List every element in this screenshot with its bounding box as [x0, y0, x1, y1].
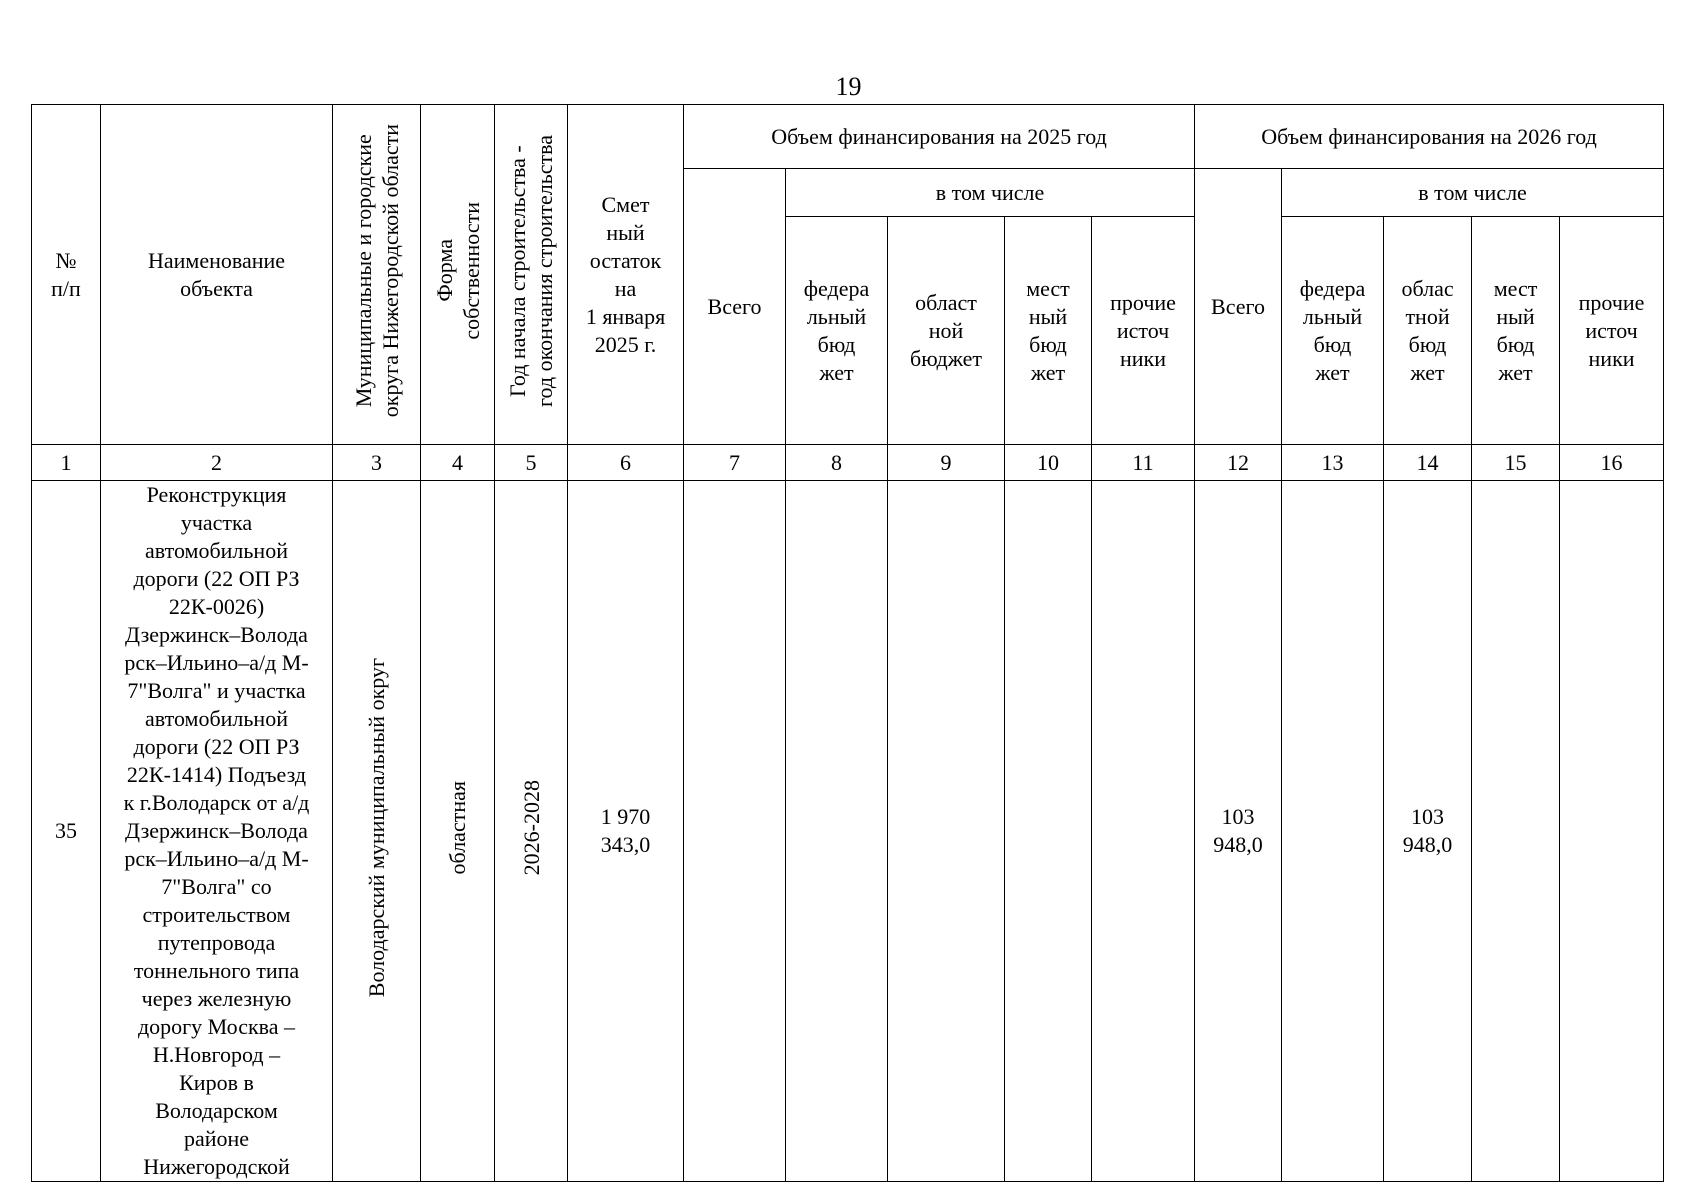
header-name: Наименование объекта: [101, 105, 333, 445]
column-number: 9: [888, 445, 1005, 481]
ownership-cell: [421, 481, 495, 1182]
federal-2025-value: [786, 481, 888, 1182]
header-years-cell: [495, 105, 568, 445]
row-number: 35: [32, 481, 101, 1182]
financing-table: [31, 104, 1664, 1182]
header-regional-2025: област ной бюджет: [888, 217, 1005, 445]
column-number: 14: [1384, 445, 1472, 481]
estimate-value: 1 970 343,0: [568, 481, 684, 1182]
table-row: [32, 481, 1664, 1182]
header-other-2026: прочие источ ники: [1560, 217, 1664, 445]
column-number: 7: [684, 445, 786, 481]
column-number: 10: [1005, 445, 1092, 481]
ownership-value: областная: [445, 780, 470, 875]
header-local-2026: мест ный бюд жет: [1472, 217, 1560, 445]
header-estimate: Смет ный остаток на 1 января 2025 г.: [568, 105, 684, 445]
column-number: 4: [421, 445, 495, 481]
header-municipality-cell: [333, 105, 421, 445]
local-2026-value: [1472, 481, 1560, 1182]
other-2026-value: [1560, 481, 1664, 1182]
header-years: Год начала строительства - год окончания строительства: [505, 135, 557, 407]
total-2026-value: 103 948,0: [1195, 481, 1282, 1182]
header-local-2025: мест ный бюд жет: [1005, 217, 1092, 445]
page-number: 19: [835, 72, 862, 101]
header-fin-2025: Объем финансирования на 2025 год: [684, 105, 1195, 169]
years-value: 2026-2028: [518, 779, 544, 876]
header-total-2025: Всего: [684, 169, 786, 445]
total-2025-value: [684, 481, 786, 1182]
column-number: 12: [1195, 445, 1282, 481]
header-regional-2026: облас тной бюд жет: [1384, 217, 1472, 445]
column-number: 2: [101, 445, 333, 481]
municipality-cell: [333, 481, 421, 1182]
column-number: 3: [333, 445, 421, 481]
column-number: 13: [1282, 445, 1384, 481]
column-number: 11: [1092, 445, 1195, 481]
column-number: 8: [786, 445, 888, 481]
column-number: 5: [495, 445, 568, 481]
header-total-2026: Всего: [1195, 169, 1282, 445]
object-name: Реконструкция участка автомобильной дороги (22 ОП РЗ 22К-0026) Дзержинск–Волода рск–Ильино–а/д М- 7"Волга" и участка автомобильной дороги (22 ОП РЗ 22К-1414) Подъезд к г.Володарск от а/д Дзержинск–Волода рск–Ильино–а/д М- 7"Волга" со строительством путепровода тоннельного типа через железную дорогу Москва – Н.Новгород – Киров в Володарском районе Нижегородской: [101, 481, 333, 1182]
header-municipality: Муниципальные и городские округа Нижегородской области: [350, 124, 403, 418]
local-2025-value: [1005, 481, 1092, 1182]
header-other-2025: прочие источ ники: [1092, 217, 1195, 445]
regional-2025-value: [888, 481, 1005, 1182]
header-including-2026: в том числе: [1282, 169, 1664, 217]
regional-2026-value: 103 948,0: [1384, 481, 1472, 1182]
header-ownership-cell: [421, 105, 495, 445]
header-ownership: Форма собственности: [431, 202, 484, 340]
column-number: 6: [568, 445, 684, 481]
header-row-1: [32, 105, 1664, 169]
header-num: № п/п: [32, 105, 101, 445]
header-including-2025: в том числе: [786, 169, 1195, 217]
header-fin-2026: Объем финансирования на 2026 год: [1195, 105, 1664, 169]
header-federal-2025: федера льный бюд жет: [786, 217, 888, 445]
header-federal-2026: федера льный бюд жет: [1282, 217, 1384, 445]
municipality-value: Володарский муниципальный округ: [364, 657, 389, 998]
column-number: 16: [1560, 445, 1664, 481]
other-2025-value: [1092, 481, 1195, 1182]
years-cell: [495, 481, 568, 1182]
column-number-row: [32, 445, 1664, 481]
column-number: 1: [32, 445, 101, 481]
federal-2026-value: [1282, 481, 1384, 1182]
column-number: 15: [1472, 445, 1560, 481]
